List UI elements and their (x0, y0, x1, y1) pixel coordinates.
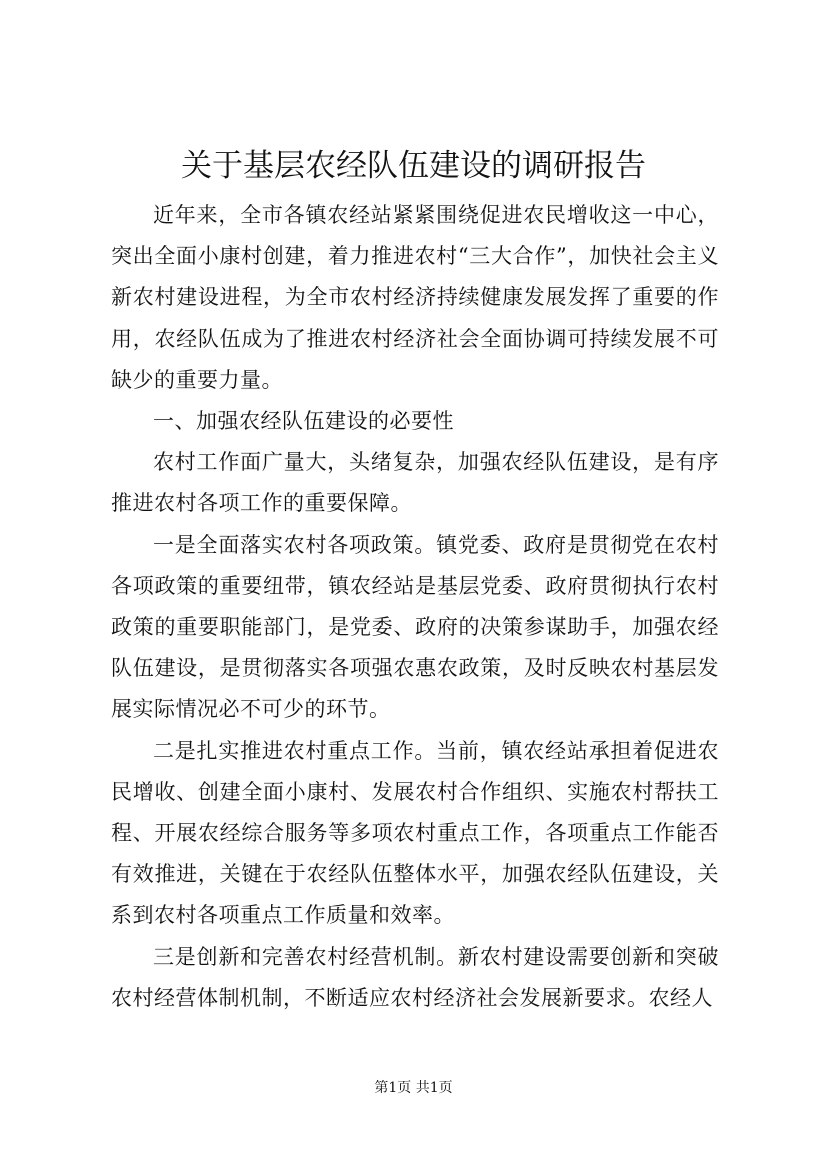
document-title: 关于基层农经队伍建设的调研报告 (181, 148, 646, 184)
footer-prefix: 第 (374, 1080, 389, 1096)
paragraph-point-one: 一是全面落实农村各项政策。镇党委、政府是贯彻党在农村各项政策的重要纽带，镇农经站是基层党委、政府贯彻执行农村政策的重要职能部门，是党委、政府的决策参谋助手，加强农经队伍建设，是贯彻落实各项强农惠农政策，及时反映农村基层发展实际情况必不可少的环节。 (111, 532, 719, 722)
footer-mid: 页 共 (397, 1080, 430, 1096)
paragraph-overview: 农村工作面广量大，头绪复杂，加强农经队伍建设，是有序推进农村各项工作的重要保障。 (111, 450, 719, 516)
footer-page-number: 1 (388, 1080, 398, 1096)
document-body (111, 195, 719, 1019)
footer-suffix: 页 (438, 1080, 453, 1096)
page-footer (0, 1078, 827, 1098)
paragraph-point-three: 三是创新和完善农村经营机制。新农村建设需要创新和突破农村经营体制机制，不断适应农村经济社会发展新要求。农经人 (111, 944, 719, 1010)
section-heading: 一、加强农经队伍建设的必要性 (153, 409, 454, 434)
paragraph-point-two: 二是扎实推进农村重点工作。当前，镇农经站承担着促进农民增收、创建全面小康村、发展农村合作组织、实施农村帮扶工程、开展农经综合服务等多项农村重点工作，各项重点工作能否有效推进，关键在于农经队伍整体水平，加强农经队伍建设，关系到农村各项重点工作质量和效率。 (111, 738, 719, 928)
footer-total-pages: 1 (429, 1080, 439, 1096)
paragraph-intro: 近年来，全市各镇农经站紧紧围绕促进农民增收这一中心，突出全面小康村创建，着力推进农村“三大合作”，加快社会主义新农村建设进程，为全市农村经济持续健康发展发挥了重要的作用，农经队伍成为了推进农村经济社会全面协调可持续发展不可缺少的重要力量。 (111, 203, 719, 392)
